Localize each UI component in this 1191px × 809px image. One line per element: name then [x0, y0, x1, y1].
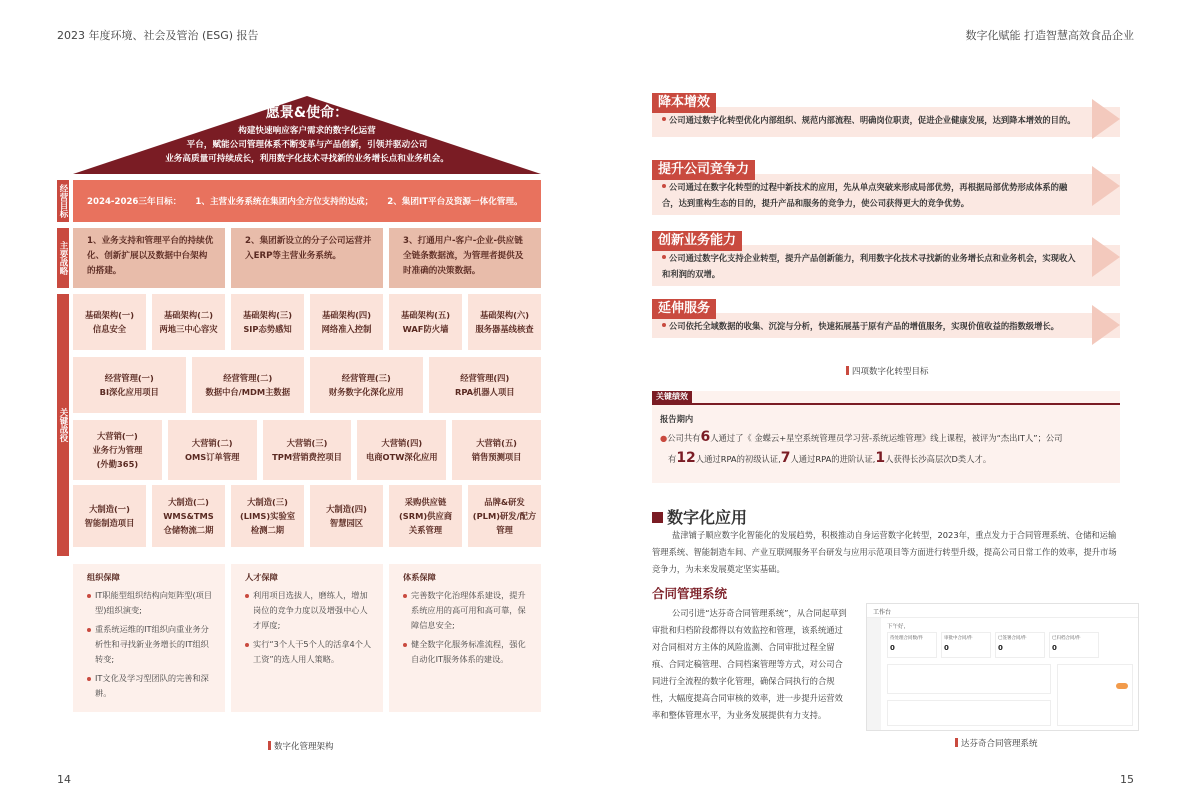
kpi-number: 12 — [676, 450, 696, 466]
guarantee-title: 体系保障 — [403, 572, 436, 582]
kpi-rule — [652, 403, 1120, 405]
cell-title: 大营销(五) — [476, 438, 517, 448]
cell-subtitle: 仓储物流二期 — [163, 525, 214, 535]
goal-body — [652, 245, 1120, 286]
cell-title: 基础架构(四) — [321, 310, 372, 320]
goal-body — [652, 313, 1120, 338]
subsection-title: 合同管理系统 — [652, 586, 728, 601]
ops-cell — [429, 357, 542, 413]
contract-system-screenshot — [866, 603, 1139, 731]
cell-title: 基础架构(五) — [400, 310, 451, 320]
cell-title: 品牌&研发 — [484, 497, 525, 507]
manufacturing-cell — [152, 485, 225, 547]
goal-body — [652, 174, 1120, 215]
vision-roof — [73, 96, 541, 174]
goals-caption — [846, 365, 929, 377]
screenshot-topbar — [867, 604, 1138, 618]
kpi-fragment: 人获得长沙高层次D类人才。 — [885, 454, 992, 464]
manufacturing-cell — [389, 485, 462, 547]
cell-subtitle: (外勤365) — [96, 459, 139, 469]
infra-cell — [73, 294, 146, 350]
caption-text: 达芬奇合同管理系统 — [961, 739, 1038, 749]
goal-body — [652, 107, 1120, 137]
screenshot-greeting: 下午好， — [887, 624, 910, 630]
goal-item: 1、主营业务系统在集团内全方位支持的达成； — [195, 197, 374, 207]
guarantee-title: 人才保障 — [245, 572, 278, 582]
side-label-battle: 关键战役 — [57, 294, 69, 556]
cell-title: 大制造(二) — [168, 497, 209, 507]
stat-value: 0 — [944, 644, 949, 652]
goal-title: 提升公司竞争力 — [652, 160, 755, 180]
cell-subtitle: 电商OTW深化应用 — [365, 452, 438, 462]
infra-cell — [310, 294, 383, 350]
kpi-box — [652, 391, 1120, 483]
screenshot-sidebar — [867, 618, 881, 731]
manufacturing-cell — [73, 485, 146, 547]
goal-section-3 — [652, 231, 1120, 285]
kpi-fragment: 公司共有 — [667, 433, 701, 443]
screenshot-stat-card — [941, 632, 991, 658]
cell-subtitle: SIP态势感知 — [243, 324, 292, 334]
screenshot-stat-card — [995, 632, 1045, 658]
cell-subtitle: (PLM)研发/配方 — [472, 511, 537, 521]
cell-title: 经营管理(四) — [460, 373, 510, 383]
cell-subtitle: 智慧园区 — [329, 518, 364, 528]
vision-text — [173, 124, 441, 138]
cell-subtitle: 业务行为管理 — [92, 445, 143, 455]
guarantee-panel-org — [73, 564, 225, 712]
kpi-number: 7 — [780, 450, 791, 466]
infra-cell — [152, 294, 225, 350]
page-number-left: 14 — [57, 773, 71, 786]
screenshot-caption — [955, 737, 1038, 749]
section-title — [652, 505, 747, 528]
cell-title: 采购供应链 — [404, 497, 447, 507]
cell-title: 大营销(四) — [381, 438, 423, 448]
chevron-right-icon — [1092, 166, 1120, 206]
screenshot-stat-card — [1049, 632, 1099, 658]
cell-subtitle: 数据中台/MDM主数据 — [205, 387, 290, 397]
cell-subtitle: TPM营销费控项目 — [272, 452, 342, 462]
cell-title: 经营管理(三) — [341, 373, 391, 383]
ops-cell — [73, 357, 186, 413]
cell-subtitle: 管理 — [496, 525, 513, 535]
cell-subtitle: BI深化应用项目 — [99, 387, 159, 397]
cell-subtitle: RPA机器人项目 — [454, 387, 515, 397]
marketing-cell — [263, 420, 352, 480]
marketing-cell — [357, 420, 446, 480]
guarantee-panel-system — [389, 564, 541, 712]
side-label-strategy: 主要战略 — [57, 228, 69, 288]
cell-title: 基础架构(六) — [479, 310, 530, 320]
guarantee-item: 实行“3个人干5个人的活拿4个人工资”的选人用人策略。 — [245, 637, 375, 667]
cell-title: 经营管理(二) — [223, 373, 273, 383]
screenshot-badge — [1116, 683, 1128, 689]
cell-subtitle: 智能制造项目 — [84, 518, 135, 528]
goal-title: 降本增效 — [652, 93, 716, 113]
architecture-caption — [268, 740, 334, 752]
stat-value: 0 — [1052, 644, 1057, 652]
cell-subtitle: WMS&TMS — [163, 511, 214, 521]
vision-title: 愿景&使命： — [265, 105, 349, 121]
chevron-right-icon — [1092, 99, 1120, 139]
side-label-goal: 经营目标 — [57, 180, 69, 222]
screenshot-list — [887, 700, 1051, 726]
guarantee-item: 健全数字化服务标准流程，强化自动化IT服务体系的建设。 — [403, 637, 533, 667]
caption-text: 数字化管理架构 — [274, 742, 334, 752]
goal-section-1 — [652, 93, 1120, 137]
cell-title: 大制造(一) — [89, 504, 130, 514]
kpi-text: ●公司共有6人通过了《 金蝶云+星空系统管理员学习营-系统运维管理》线上课程，被评为“杰出IT人”；公司 有12人通过RPA的初级认证,7人通过RPA的进阶认证,1人获得长沙高层次D类人才。 — [660, 429, 1063, 466]
goal-section-4 — [652, 299, 1120, 353]
manufacturing-cell — [310, 485, 383, 547]
goal-text: 公司依托全域数据的收集、沉淀与分析，快速拓展基于原有产品的增值服务，实现价值收益的指数级增长。 — [669, 321, 1059, 331]
header-left: 2023 年度环境、社会及管治 (ESG) 报告 — [57, 29, 259, 42]
cell-title: 大制造(三) — [247, 497, 288, 507]
cell-subtitle: OMS订单管理 — [184, 452, 240, 462]
goal-text: 公司通过在数字化转型的过程中新技术的应用，先从单点突破来形成局部优势，再根据局部优势形成体系的融合，达到重构生态的目的，提升产品和服务的竞争力，使公司获得更大的竞争优势。 — [662, 182, 1068, 208]
goal-label: 2024-2026三年目标： — [87, 197, 182, 207]
marketing-cell — [452, 420, 541, 480]
vision-line: 构建快速响应客户需求的数字化运营 — [238, 126, 376, 136]
cell-subtitle: WAF防火墙 — [402, 324, 449, 334]
cell-title: 大制造(四) — [326, 504, 367, 514]
cell-subtitle: 财务数字化深化应用 — [328, 387, 404, 397]
cell-title: 大营销(一) — [97, 431, 138, 441]
goal-text: 公司通过数字化转型优化内部组织、规范内部流程、明确岗位职责，促进企业健康发展，达到降本增效的目的。 — [669, 115, 1076, 125]
kpi-fragment: 人通过了《 金蝶云+星空系统管理员学习营-系统运维管理》线上课程，被评为“杰出IT人”；公司 — [710, 433, 1063, 443]
stat-label: 审批中合同/件 — [944, 636, 973, 641]
vision-line: 平台，赋能公司管理体系不断变革与产品创新，引领并驱动公司 — [186, 140, 428, 150]
cell-subtitle: (SRM)供应商 — [398, 511, 453, 521]
screenshot-stat-card — [887, 632, 937, 658]
chevron-right-icon — [1092, 305, 1120, 345]
strategy-box: 1、业务支持和管理平台的持续优化、创新扩展以及数据中台架构的搭建。 — [73, 228, 225, 288]
guarantee-panel-talent — [231, 564, 383, 712]
cell-subtitle: 服务器基线核查 — [475, 324, 534, 334]
goal-band — [73, 180, 541, 222]
kpi-number: 6 — [700, 429, 711, 445]
infra-cell — [468, 294, 541, 350]
kpi-tag: 关键绩效 — [652, 391, 692, 403]
guarantee-item: IT文化及学习型团队的完善和深耕。 — [87, 671, 217, 701]
stat-value: 0 — [890, 644, 895, 652]
kpi-fragment: 人通过RPA的进阶认证, — [790, 454, 876, 464]
guarantee-item: 重系统运维的IT组织向重业务分析性和寻找新业务增长的IT组织转变; — [87, 622, 217, 667]
cell-subtitle: 销售预测项目 — [471, 452, 522, 462]
manufacturing-cell — [231, 485, 304, 547]
cell-subtitle: 检测二期 — [250, 525, 285, 535]
cell-title: 基础架构(三) — [242, 310, 293, 320]
guarantee-item: IT职能型组织结构向矩阵型(项目型)组织演变; — [87, 588, 217, 618]
cell-title: 大营销(三) — [286, 438, 328, 448]
kpi-fragment: 人通过RPA的初级认证, — [695, 454, 781, 464]
stat-label: 已签署合同/件 — [998, 636, 1027, 641]
goal-text: 公司通过数字化支持企业转型，提升产品创新能力，利用数字化技术寻找新的业务增长点和业务机会，实现收入和利润的双增。 — [662, 253, 1076, 279]
cell-subtitle: 网络准入控制 — [321, 324, 372, 334]
marketing-cell — [168, 420, 257, 480]
header-right: 数字化赋能 打造智慧高效食品企业 — [965, 29, 1134, 42]
caption-text: 四项数字化转型目标 — [852, 367, 929, 377]
kpi-period: 报告期内 — [660, 414, 694, 424]
vision-lines-wide — [73, 138, 541, 166]
screenshot-side-panel — [1057, 664, 1133, 726]
infra-cell — [389, 294, 462, 350]
kpi-fragment: 有 — [668, 454, 677, 464]
ops-cell — [310, 357, 423, 413]
ops-cell — [192, 357, 305, 413]
infra-cell — [231, 294, 304, 350]
cell-title: 基础架构(一) — [84, 310, 135, 320]
cell-subtitle: 信息安全 — [92, 324, 127, 334]
stat-label: 已归档合同/件 — [1052, 636, 1081, 641]
cell-title: 基础架构(二) — [163, 310, 214, 320]
manufacturing-cell — [468, 485, 541, 547]
vision-line: 业务高质量可持续成长，利用数字化技术寻找新的业务增长点和业务机会。 — [165, 154, 449, 164]
goal-section-2 — [652, 160, 1120, 214]
strategy-box: 3、打通用户-客户-企业-供应链全链条数据流，为管理者提供及时准确的决策数据。 — [389, 228, 541, 288]
section-paragraph: 盐津铺子顺应数字化智能化的发展趋势，积极推动自身运营数字化转型，2023年，重点发力于合同管理系统、仓储和运输管理系统、智能制造车间、产业互联网服务平台研发与应用示范项目等方面进行转型升级，提高公司日常工作的效率，提升市场竞争力，为未来发展奠定坚实基础。 — [652, 530, 1117, 574]
goal-item: 2、集团IT平台及资源一体化管理。 — [387, 197, 523, 207]
cell-subtitle: 两地三中心容灾 — [159, 324, 218, 334]
goal-title: 延伸服务 — [652, 299, 716, 319]
cell-subtitle: 关系管理 — [408, 525, 443, 535]
stat-label: 待处理合同数/件 — [890, 636, 924, 641]
page-number-right: 15 — [1120, 773, 1134, 786]
screenshot-title: 工作台 — [873, 609, 892, 616]
kpi-number: 1 — [875, 450, 886, 466]
guarantee-title: 组织保障 — [87, 572, 120, 582]
screenshot-panel — [887, 664, 1051, 694]
contract-paragraph: 公司引进“达芬奇合同管理系统”，从合同起草到审批和归档阶段都得以有效监控和管理，该系统通过对合同相对方主体的风险监测、合同审批过程全留痕、合同定稿管理、合同档案管理等方式，对公司合同进行全流程的数字化管理，确保合同执行的合规性，大幅度提高合同审核的效率，进一步提升运营效率和整体管理水平，为业务发展提供有力支持。 — [652, 608, 847, 720]
marketing-cell — [73, 420, 162, 480]
goal-title: 创新业务能力 — [652, 231, 742, 251]
guarantee-item: 利用项目选拔人，磨练人，增加岗位的竞争力度以及增强中心人才厚度; — [245, 588, 375, 633]
cell-title: 经营管理(一) — [104, 373, 154, 383]
cell-subtitle: (LIMS)实验室 — [239, 511, 296, 521]
stat-value: 0 — [998, 644, 1003, 652]
section-title-text: 数字化应用 — [667, 508, 748, 527]
strategy-box: 2、集团新设立的分子公司运营并入ERP等主营业务系统。 — [231, 228, 383, 288]
cell-title: 大营销(二) — [191, 438, 233, 448]
chevron-right-icon — [1092, 237, 1120, 277]
guarantee-item: 完善数字化治理体系建设，提升系统应用的高可用和高可靠，保障信息安全; — [403, 588, 533, 633]
